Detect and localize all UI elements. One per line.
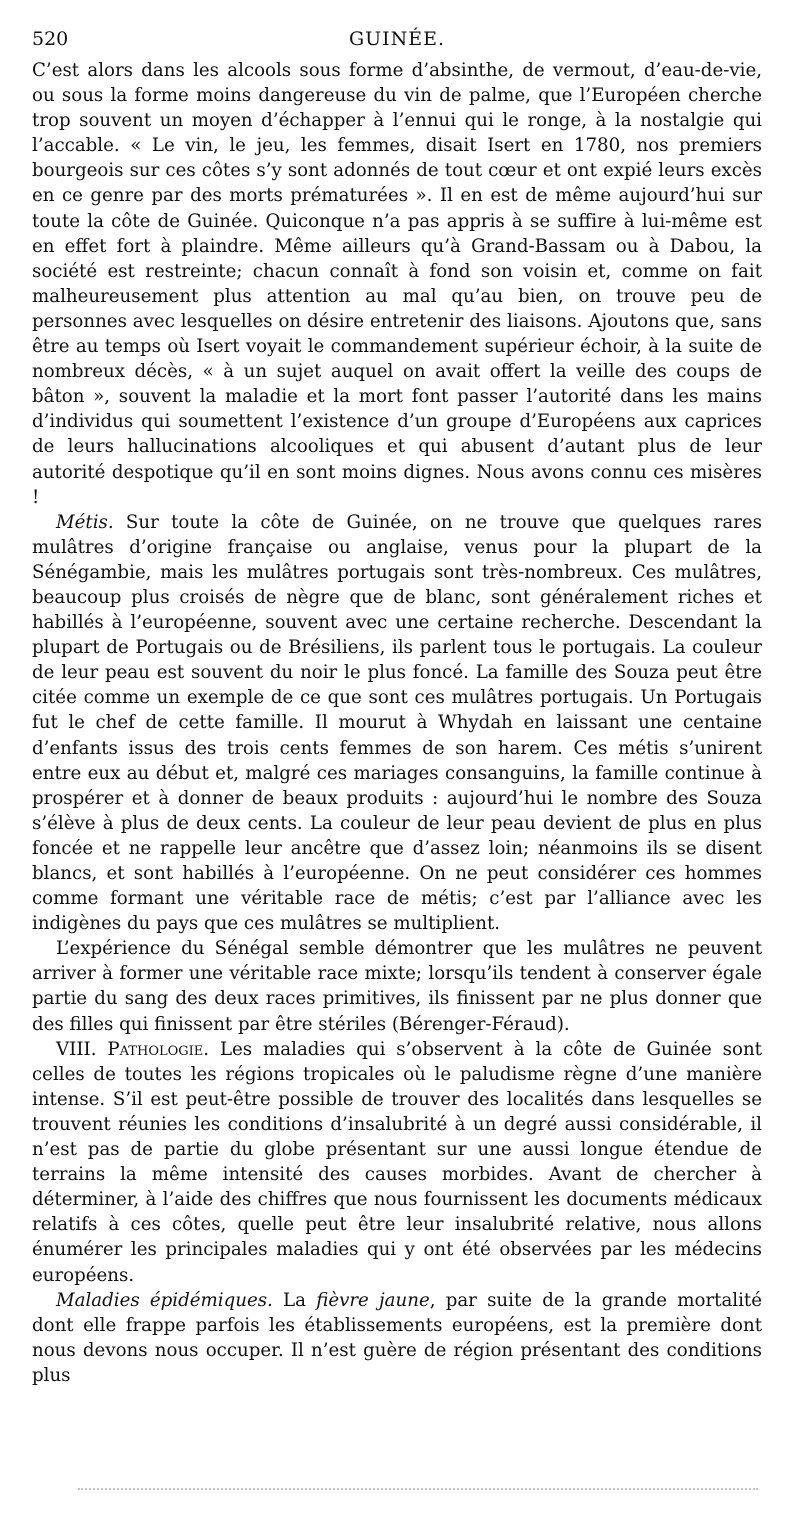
section-heading-pathologie: Pathologie. — [107, 1038, 210, 1060]
running-title: GUINÉE. — [348, 28, 446, 50]
paragraph-metis-text: Sur toute la côte de Guinée, on ne trouve que quelques rares mulâtres d’origine française ou anglaise, venus pour la plupart de la Sénégambie, mais les mulâtres portugais sont très-nombreux. Ces mulâtres, beaucoup plus croisés de nègre que de blanc, sont généralement riches et habillés à l’européenne, souvent avec une certaine recherche. Descendant la plupart de Portugais ou de Brésiliens, ils parlent tous le portugais. La couleur de leur peau est souvent du noir le plus foncé. La famille des Souza peut être citée comme un exemple de ce que sont ces mulâtres portugais. Un Portugais fut le chef de cette famille. Il mourut à Whydah en laissant une centaine d’enfants issus des trois cents femmes de son harem. Ces métis s’unirent entre eux au début et, malgré ces mariages consanguins, la famille continue à prospérer et à donner de beaux produits : aujourd’hui le nombre des Souza s’élève à plus de deux cents. La couleur de leur peau devient de plus en plus foncée et ne rappelle leur ancêtre que d’assez loin; néanmoins ils se disent blancs, et sont habillés à l’européenne. On ne peut considérer ces hommes comme formant une véritable race de métis; c’est par l’alliance avec les indigènes du pays que ces mulâtres se multiplient. — [32, 511, 762, 935]
paragraph-pathologie — [32, 1037, 762, 1288]
section-number: VIII. — [56, 1038, 97, 1060]
paragraph-pathologie-text: Les maladies qui s’observent à la côte de Guinée sont celles de toutes les régions tropicales où le paludisme règne d’une manière intense. S’il est peut-être possible de trouver des localités dans lesquelles se trouvent réunies les conditions d’insalubrité à un degré aussi considérable, il n’est pas de partie du globe présentant sur une aussi longue étendue de terrains la même intensité des causes morbides. Avant de chercher à déterminer, à l’aide des chiffres que nous fournissent les documents médicaux relatifs à ces côtes, quelle peut être leur insalubrité relative, nous allons énumérer les principales maladies qui y ont été observées par les médecins européens. — [32, 1038, 762, 1286]
paragraph-metis — [32, 510, 762, 937]
paragraph-senegal: L’expérience du Sénégal semble démontrer que les mulâtres ne peuvent arriver à former une véritable race mixte; lorsqu’ils tendent à conserver égale partie du sang des deux races primitives, ils finissent par ne plus donner que des filles qui finissent par être stériles (Bérenger-Féraud). — [32, 938, 762, 1035]
section-heading-epidemiques: Maladies épidémiques. — [56, 1289, 273, 1311]
page-number: 520 — [32, 28, 69, 50]
page-header — [32, 22, 762, 48]
page-body — [32, 58, 762, 1388]
paragraph-alcohol: C’est alors dans les alcools sous forme d’absinthe, de vermout, d’eau-de-vie, ou sous la forme moins dangereuse du vin de palme, que l’Européen cherche trop souvent un moyen d’échapper à l’ennui qui le ronge, à la nostalgie qui l’accable. « Le vin, le jeu, les femmes, disait Isert en 1780, nos premiers bourgeois sur ces côtes s’y sont adonnés de tout cœur et ont expié leurs excès en ce genre par des morts prématurées ». Il en est de même aujourd’hui sur toute la côte de Guinée. Quiconque n’a pas appris à se suffire à lui-même est en effet fort à plaindre. Même ailleurs qu’à Grand-Bassam ou à Dabou, la société est restreinte; chacun connaît à fond son voisin et, comme on fait malheureusement plus attention au mal qu’au bien, on trouve peu de personnes avec lesquelles on désire entretenir des liaisons. Ajoutons que, sans être au temps où Isert voyait le commandement supérieur échoir, à la suite de nombreux décès, « à un sujet auquel on avait offert la veille des coups de bâton », souvent la maladie et la mort font passer l’autorité dans les mains d’individus qui soumettent l’existence d’un groupe d’Européens aux caprices de leurs hallucinations alcooliques et qui abusent d’autant plus de leur autorité despotique qu’il en sont moins dignes. Nous avons connu ces misères ! — [32, 60, 762, 508]
section-heading-metis: Métis. — [56, 511, 114, 533]
paragraph-epidemiques — [32, 1288, 762, 1388]
document-page — [32, 22, 762, 1388]
paragraph-epidemiques-text-b: , par suite de la grande mortalité dont elle frappe parfois les établissements européens, est la première dont nous devons nous occuper. Il n’est guère de région présentant des conditions plus — [32, 1289, 762, 1386]
term-fievre-jaune: fièvre jaune — [316, 1289, 430, 1311]
paragraph-epidemiques-text-a: La — [272, 1289, 317, 1311]
bleed-through-line — [78, 1488, 758, 1496]
